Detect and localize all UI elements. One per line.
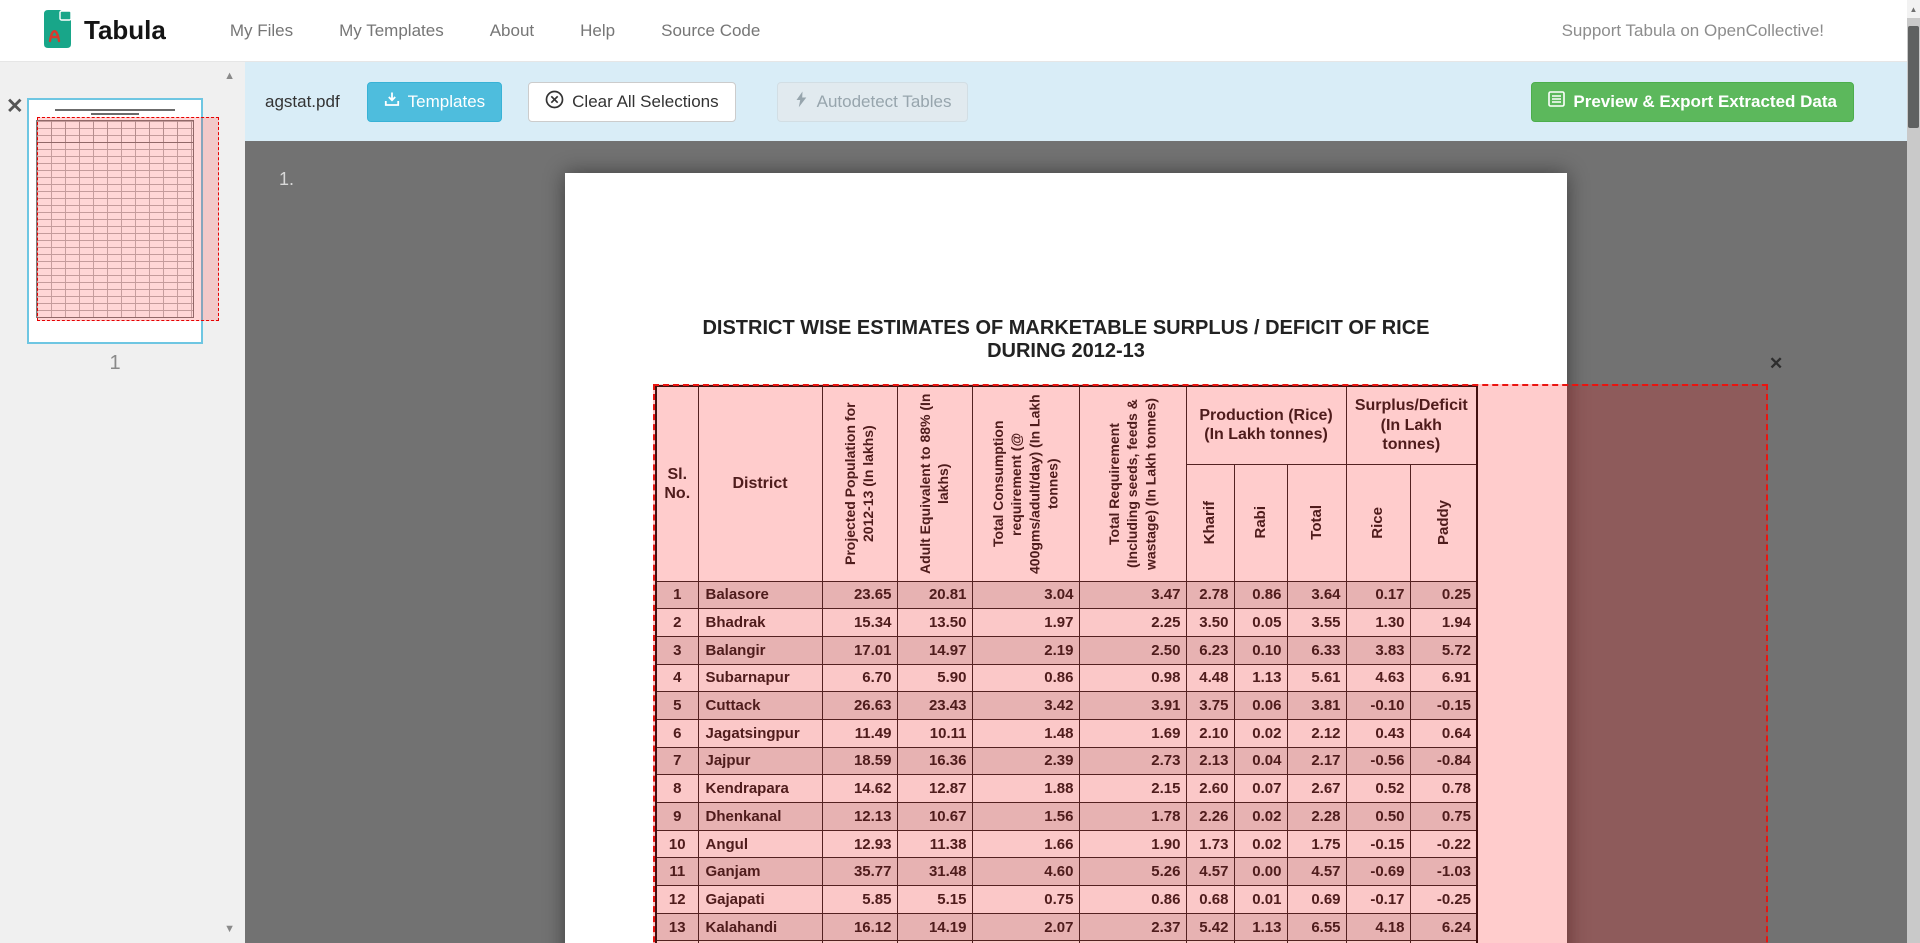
table-list-icon [1548, 91, 1565, 112]
cell-value: 0.86 [1234, 581, 1287, 609]
selection-region[interactable] [653, 384, 1768, 943]
cell-value: 0.02 [1234, 719, 1287, 747]
cell-value: 4.60 [972, 858, 1079, 886]
cell-value: -1.03 [1410, 858, 1477, 886]
cell-sl-no: 5 [656, 692, 698, 720]
cell-district: Cuttack [698, 692, 822, 720]
cell-value: 0.78 [1410, 775, 1477, 803]
cell-value: 14.97 [897, 636, 972, 664]
cell-value: 0.52 [1346, 775, 1410, 803]
cell-value: 0.98 [1079, 664, 1186, 692]
cell-value: 1.94 [1410, 609, 1477, 637]
remove-circle-icon [545, 90, 564, 114]
cell-value: 0.75 [972, 886, 1079, 914]
cell-value: -0.25 [1410, 886, 1477, 914]
cell-value: 2.17 [1287, 747, 1346, 775]
cell-value: -0.22 [1410, 830, 1477, 858]
cell-value: 4.18 [1346, 913, 1410, 941]
cell-district: Gajapati [698, 886, 822, 914]
header-district: District [698, 386, 822, 581]
cell-value: 2.26 [1186, 803, 1234, 831]
cell-value: 3.81 [1287, 692, 1346, 720]
cell-value: 20.81 [897, 581, 972, 609]
cell-value: 4.57 [1287, 858, 1346, 886]
nav-item-my-templates[interactable]: My Templates [339, 20, 444, 40]
filename-label: agstat.pdf [265, 91, 340, 111]
page-thumbnail[interactable] [27, 98, 203, 344]
cell-district: Jagatsingpur [698, 719, 822, 747]
header-surplus-group: Surplus/Deficit (In Lakh tonnes) [1346, 386, 1477, 464]
cell-value: 2.39 [972, 747, 1079, 775]
cell-sl-no: 10 [656, 830, 698, 858]
cell-value: 0.02 [1234, 830, 1287, 858]
cell-value: 6.33 [1287, 636, 1346, 664]
cell-value: 2.25 [1079, 609, 1186, 637]
cell-value: 5.72 [1410, 636, 1477, 664]
cell-value: 0.25 [1410, 581, 1477, 609]
cell-value: 3.47 [1079, 581, 1186, 609]
header-kharif: Kharif [1186, 464, 1234, 581]
nav-item-help[interactable]: Help [580, 20, 616, 40]
cell-district: Balangir [698, 636, 822, 664]
cell-value: 2.73 [1079, 747, 1186, 775]
header-paddy: Paddy [1410, 464, 1477, 581]
cell-district: Kendrapara [698, 775, 822, 803]
cell-value: 6.24 [1410, 913, 1477, 941]
cell-value: 0.06 [1234, 692, 1287, 720]
cell-value: 1.97 [972, 609, 1079, 637]
thumbnail-sidebar [0, 62, 245, 943]
cell-sl-no: 4 [656, 664, 698, 692]
header-total: Total [1287, 464, 1346, 581]
cell-sl-no: 13 [656, 913, 698, 941]
cell-value: 4.48 [1186, 664, 1234, 692]
cell-sl-no: 3 [656, 636, 698, 664]
header-production-group: Production (Rice) (In Lakh tonnes) [1186, 386, 1346, 464]
cell-value: 31.48 [897, 858, 972, 886]
document-title-line2: DURING 2012-13 [987, 340, 1145, 363]
templates-button[interactable]: Templates [367, 82, 502, 122]
pdf-lock-icon [40, 6, 74, 55]
cell-value: 4.63 [1346, 664, 1410, 692]
cell-value: 3.55 [1287, 609, 1346, 637]
cell-value: 10.11 [897, 719, 972, 747]
cell-value: 1.48 [972, 719, 1079, 747]
cell-value: 1.75 [1287, 830, 1346, 858]
header-rice: Rice [1346, 464, 1410, 581]
cell-value: 1.30 [1346, 609, 1410, 637]
cell-value: 0.07 [1234, 775, 1287, 803]
cell-value: 0.75 [1410, 803, 1477, 831]
cell-value: 3.04 [972, 581, 1079, 609]
cell-value: 26.63 [822, 692, 897, 720]
cell-value: 3.83 [1346, 636, 1410, 664]
cell-value: 12.93 [822, 830, 897, 858]
cell-value: 2.07 [972, 913, 1079, 941]
cell-value: 6.91 [1410, 664, 1477, 692]
header-rabi: Rabi [1234, 464, 1287, 581]
cell-value: 5.26 [1079, 858, 1186, 886]
cell-value: 23.43 [897, 692, 972, 720]
header-projected-population: Projected Population for 2012-13 (In lakhs) [822, 386, 897, 581]
thumbnail-title-line [55, 109, 175, 111]
cell-value: 0.64 [1410, 719, 1477, 747]
cell-value: 3.91 [1079, 692, 1186, 720]
cell-value: 3.75 [1186, 692, 1234, 720]
sidebar-scroll-up-icon[interactable]: ▲ [224, 70, 235, 82]
thumbnail-title-line [91, 113, 139, 115]
cell-district: Jajpur [698, 747, 822, 775]
cell-value: 16.12 [822, 913, 897, 941]
cell-value: 1.88 [972, 775, 1079, 803]
cell-district: Bhadrak [698, 609, 822, 637]
cell-value: -0.17 [1346, 886, 1410, 914]
cell-value: 1.13 [1234, 664, 1287, 692]
cell-value: 2.50 [1079, 636, 1186, 664]
cell-value: 1.66 [972, 830, 1079, 858]
brand-name: Tabula [84, 15, 166, 45]
cell-value: 0.17 [1346, 581, 1410, 609]
cell-district: Angul [698, 830, 822, 858]
cell-district: Subarnapur [698, 664, 822, 692]
document-title-line1: DISTRICT WISE ESTIMATES OF MARKETABLE SURPLUS / DEFICIT OF RICE [702, 317, 1430, 339]
cell-value: 1.90 [1079, 830, 1186, 858]
cell-value: 2.10 [1186, 719, 1234, 747]
cell-value: 4.57 [1186, 858, 1234, 886]
cell-value: 0.43 [1346, 719, 1410, 747]
cell-value: 0.05 [1234, 609, 1287, 637]
header-total-requirement: Total Requirement (Including seeds, feeds & wastage) (In Lakh tonnes) [1079, 386, 1186, 581]
document-title [565, 317, 1567, 364]
tabula-logo[interactable] [40, 6, 166, 55]
cell-value: 14.19 [897, 913, 972, 941]
cell-value: 2.13 [1186, 747, 1234, 775]
pdf-viewer [245, 141, 1907, 943]
cell-value: 5.15 [897, 886, 972, 914]
scrollbar-up-icon[interactable]: ▲ [1907, 0, 1920, 18]
cell-value: 1.78 [1079, 803, 1186, 831]
thumbnail-page-number: 1 [109, 352, 121, 374]
cell-value: 2.28 [1287, 803, 1346, 831]
cell-value: 0.69 [1287, 886, 1346, 914]
main-nav [230, 21, 760, 41]
scrollbar-thumb[interactable] [1908, 26, 1919, 128]
support-link[interactable]: Support Tabula on OpenCollective! [1561, 20, 1824, 40]
cell-sl-no: 9 [656, 803, 698, 831]
cell-value: 0.00 [1234, 858, 1287, 886]
cell-value: 2.78 [1186, 581, 1234, 609]
cell-value: 1.69 [1079, 719, 1186, 747]
cell-value: 18.59 [822, 747, 897, 775]
header-sl-no: Sl. No. [656, 386, 698, 581]
cell-value: 2.60 [1186, 775, 1234, 803]
thumbnail-selection-overlay [37, 117, 219, 321]
cell-value: 6.70 [822, 664, 897, 692]
cell-value: 5.61 [1287, 664, 1346, 692]
cell-value: 3.64 [1287, 581, 1346, 609]
selection-close-icon[interactable]: ✕ [1769, 354, 1784, 373]
cell-value: 12.87 [897, 775, 972, 803]
cell-value: 10.67 [897, 803, 972, 831]
cell-sl-no: 2 [656, 609, 698, 637]
cell-value: 23.65 [822, 581, 897, 609]
cell-sl-no: 11 [656, 858, 698, 886]
top-navbar [0, 0, 1920, 62]
nav-item-about[interactable]: About [489, 20, 535, 40]
cell-value: 0.86 [1079, 886, 1186, 914]
cell-value: 0.02 [1234, 803, 1287, 831]
cell-value: 6.55 [1287, 913, 1346, 941]
cell-value: -0.15 [1346, 830, 1410, 858]
toolbar [245, 62, 1920, 141]
cell-sl-no: 12 [656, 886, 698, 914]
cell-value: 0.01 [1234, 886, 1287, 914]
cell-value: 3.50 [1186, 609, 1234, 637]
cell-sl-no: 8 [656, 775, 698, 803]
cell-value: 6.23 [1186, 636, 1234, 664]
cell-value: -0.69 [1346, 858, 1410, 886]
nav-item-source-code[interactable]: Source Code [661, 20, 761, 40]
cell-value: 11.38 [897, 830, 972, 858]
cell-value: 5.90 [897, 664, 972, 692]
save-template-icon [384, 91, 400, 112]
cell-value: -0.15 [1410, 692, 1477, 720]
window-scrollbar[interactable] [1907, 0, 1920, 943]
cell-district: Ganjam [698, 858, 822, 886]
header-adult-equivalent: Adult Equivalent to 88% (In lakhs) [897, 386, 972, 581]
clear-all-selections-button[interactable]: Clear All Selections [528, 82, 735, 122]
cell-value: 14.62 [822, 775, 897, 803]
cell-value: 1.73 [1186, 830, 1234, 858]
cell-sl-no: 7 [656, 747, 698, 775]
page-number-label: 1. [279, 169, 295, 189]
cell-value: 3.42 [972, 692, 1079, 720]
sidebar-scroll-down-icon[interactable]: ▼ [224, 923, 235, 935]
header-total-consumption: Total Consumption requirement (@ 400gms/adult/day) (In Lakh tonnes) [972, 386, 1079, 581]
cell-value: 16.36 [897, 747, 972, 775]
cell-value: 1.56 [972, 803, 1079, 831]
cell-district: Balasore [698, 581, 822, 609]
cell-value: -0.84 [1410, 747, 1477, 775]
preview-export-button[interactable]: Preview & Export Extracted Data [1531, 82, 1854, 122]
cell-value: -0.56 [1346, 747, 1410, 775]
cell-district: Kalahandi [698, 913, 822, 941]
cell-value: 1.13 [1234, 913, 1287, 941]
autodetect-tables-button[interactable]: Autodetect Tables [777, 82, 969, 122]
cell-value: 15.34 [822, 609, 897, 637]
cell-value: 2.12 [1287, 719, 1346, 747]
cell-value: 11.49 [822, 719, 897, 747]
nav-item-my-files[interactable]: My Files [229, 20, 294, 40]
lightning-bolt-icon [794, 91, 809, 113]
cell-sl-no: 1 [656, 581, 698, 609]
cell-value: 2.15 [1079, 775, 1186, 803]
cell-sl-no: 6 [656, 719, 698, 747]
cell-value: 35.77 [822, 858, 897, 886]
cell-value: 12.13 [822, 803, 897, 831]
thumbnail-close-icon[interactable]: ✕ [6, 95, 24, 118]
cell-value: 5.42 [1186, 913, 1234, 941]
cell-district: Dhenkanal [698, 803, 822, 831]
cell-value: 2.67 [1287, 775, 1346, 803]
cell-value: 0.10 [1234, 636, 1287, 664]
cell-value: 0.68 [1186, 886, 1234, 914]
cell-value: 0.04 [1234, 747, 1287, 775]
cell-value: 0.50 [1346, 803, 1410, 831]
cell-value: -0.10 [1346, 692, 1410, 720]
cell-value: 2.19 [972, 636, 1079, 664]
cell-value: 13.50 [897, 609, 972, 637]
cell-value: 0.86 [972, 664, 1079, 692]
cell-value: 2.37 [1079, 913, 1186, 941]
cell-value: 5.85 [822, 886, 897, 914]
cell-value: 17.01 [822, 636, 897, 664]
